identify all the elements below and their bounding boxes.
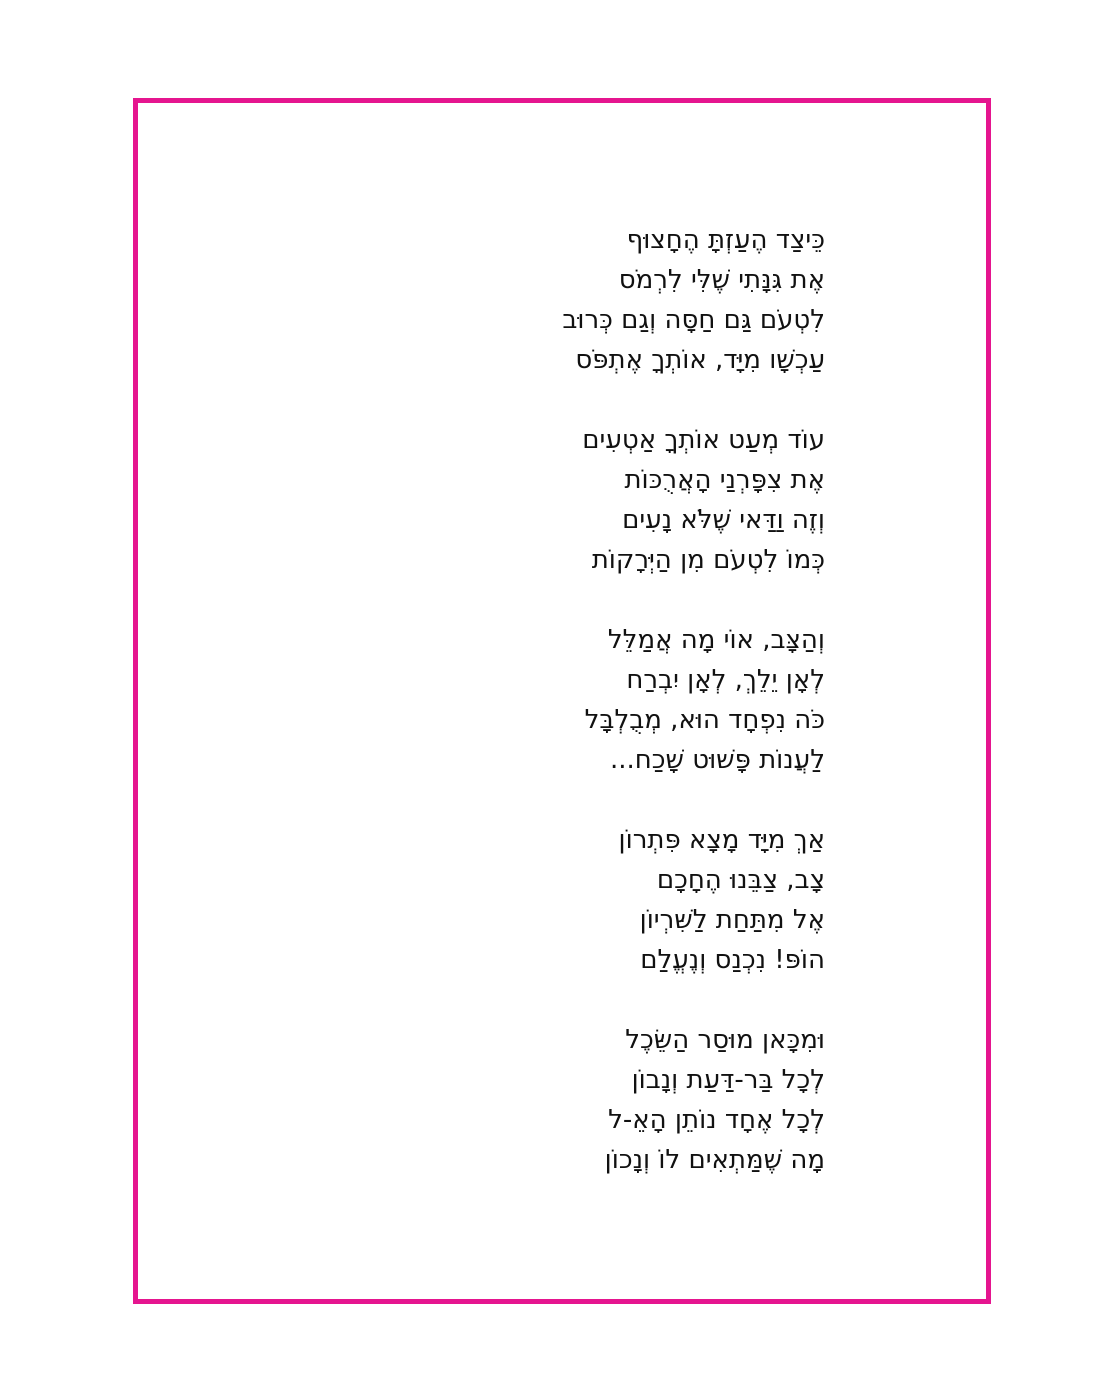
poem-line: מָה שֶׁמַּתְאִים לוֹ וְנָכוֹן: [604, 1145, 825, 1175]
poem-line: הוֹפּ! נִכְנַס וְנֶעֱלַם: [640, 945, 825, 975]
poem-line: לִטְעֹם גַּם חַסָּה וְגַם כְּרוּב: [562, 305, 825, 335]
poem-line: לַעֲנוֹת פָּשׁוּט שָׁכַח...: [610, 745, 825, 775]
poem-line: לְכָל אֶחָד נוֹתֵן הָאֵ-ל: [608, 1105, 825, 1135]
stanza-5: [562, 1020, 825, 1180]
stanza-3: [562, 620, 825, 780]
poem-line: עוֹד מְעַט אוֹתְךָ אַטְעִים: [582, 425, 825, 455]
poem-line: לְאָן יֵלֵךְ, לְאָן יִבְרַח: [626, 665, 825, 695]
stanza-4: [562, 820, 825, 980]
poem-line: לְכָל בַּר-דַּעַת וְנָבוֹן: [631, 1065, 825, 1095]
poem-line: אֶת גִּנָּתִי שֶׁלִּי לִרְמֹס: [618, 265, 825, 295]
poem-line: אַךְ מִיָּד מָצָא פִּתְרוֹן: [618, 825, 825, 855]
poem-line: וְהַצָּב, אוֹי מָה אֲמַלֵּל: [607, 625, 825, 655]
poem-line: וּמִכָּאן מוּסַר הַשֵּׂכֶל: [625, 1025, 825, 1055]
poem-line: צָב, צַבֵּנוּ הֶחָכָם: [656, 865, 825, 895]
poem-line: וְזֶה וַדַּאי שֶׁלֹּא נָעִים: [622, 505, 825, 535]
poem: [562, 220, 825, 1220]
poem-line: אֶת צִפָּרְנַי הָאֲרֻכּוֹת: [624, 465, 825, 495]
poem-line: כֵּיצַד הֶעַזְתָּ הֶחָצוּף: [626, 225, 825, 255]
poem-line: אֶל מִתַּחַת לַשִּׁרְיוֹן: [639, 905, 825, 935]
poem-line: כֹּה נִפְחָד הוּא, מְבֻלְבָּל: [584, 705, 825, 735]
poem-line: כְּמוֹ לִטְעֹם מִן הַיְּרָקוֹת: [591, 545, 825, 575]
poem-line: עַכְשָׁו מִיָּד, אוֹתְךָ אֶתְפֹּס: [575, 345, 825, 375]
stanza-2: [562, 420, 825, 580]
stanza-1: [562, 220, 825, 380]
